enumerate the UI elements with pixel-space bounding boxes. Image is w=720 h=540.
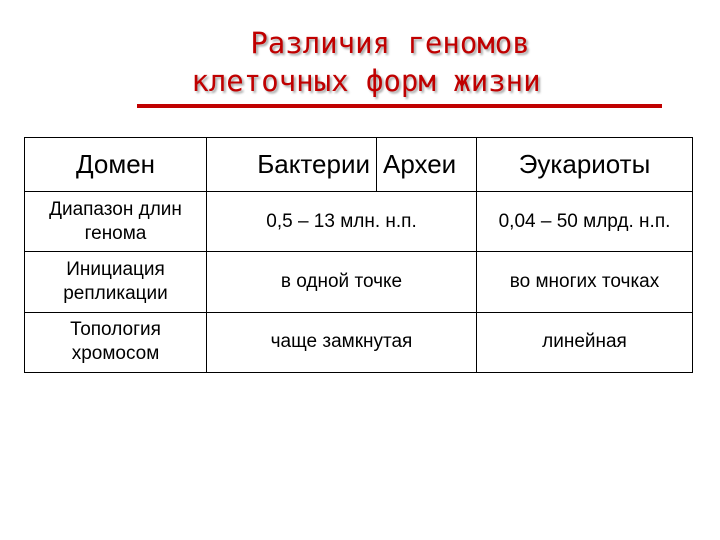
cell-prokaryotes: 0,5 – 13 млн. н.п. bbox=[207, 192, 477, 252]
header-archaea: Археи bbox=[377, 138, 477, 192]
table-row bbox=[25, 192, 693, 252]
row-label: Диапазон длин генома bbox=[25, 192, 207, 252]
header-bacteria: Бактерии bbox=[207, 138, 377, 192]
slide-title bbox=[0, 24, 720, 100]
cell-eukaryotes: линейная bbox=[477, 312, 693, 372]
table-row bbox=[25, 252, 693, 312]
cell-prokaryotes: в одной точке bbox=[207, 252, 477, 312]
header-eukaryotes: Эукариоты bbox=[477, 138, 693, 192]
cell-eukaryotes: 0,04 – 50 млрд. н.п. bbox=[477, 192, 693, 252]
title-underline bbox=[137, 104, 662, 108]
table-row bbox=[25, 312, 693, 372]
row-label: Инициация репликации bbox=[25, 252, 207, 312]
cell-prokaryotes: чаще замкнутая bbox=[207, 312, 477, 372]
row-label: Топология хромосом bbox=[25, 312, 207, 372]
title-line-1: Различия геномов bbox=[250, 26, 530, 60]
genome-comparison-table bbox=[24, 137, 693, 373]
table-header-row bbox=[25, 138, 693, 192]
cell-eukaryotes: во многих точках bbox=[477, 252, 693, 312]
title-line-2: клеточных форм жизни bbox=[191, 64, 541, 98]
header-domain: Домен bbox=[25, 138, 207, 192]
